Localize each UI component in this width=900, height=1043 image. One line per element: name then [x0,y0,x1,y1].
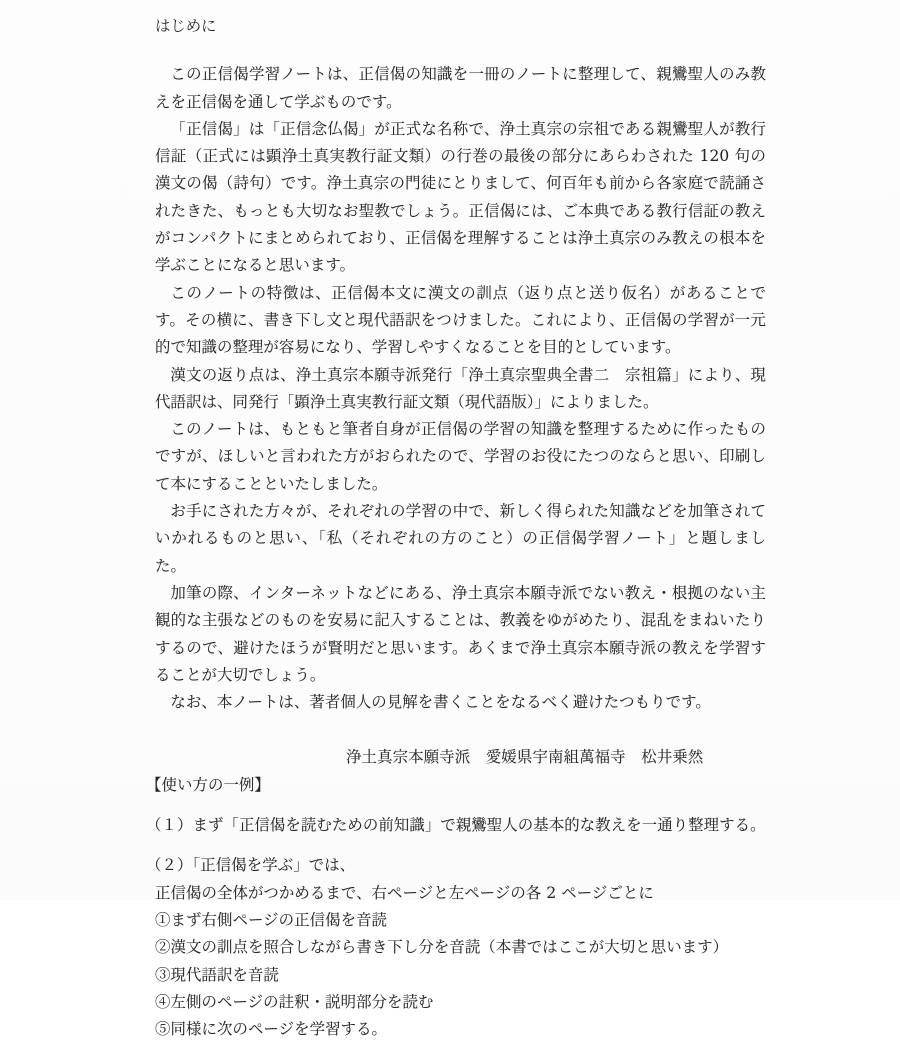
author-signature: 浄土真宗本願寺派 愛媛県宇南組萬福寺 松井乗然 [346,748,704,767]
usage-step-5: ⑤同様に次のページを学習する。 [155,1020,388,1039]
page-title: はじめに [155,17,217,35]
usage-step-3: ③現代語訳を音読 [155,965,279,984]
body-paragraphs [146,61,766,716]
paragraph-5: このノートは、もともと筆者自身が正信偈の学習の知識を整理するために作ったものですが、ほしいと言われた方がおられたので、学習のお役にたつのならと思い、印刷して本にすることといたしました。 [155,420,766,493]
usage-step-2: ②漢文の訓点を照合しながら書き下し分を音読（本書ではここが大切と思います） [155,938,729,957]
usage-section-heading: 【使い方の一例】 [146,775,270,794]
paragraph-2: 「正信偈」は「正信念仏偈」が正式な名称で、浄土真宗の宗祖である親鸞聖人が教行信証（正式には顕浄土真実教行証文類）の行巻の最後の部分にあらわされた 120 句の漢文の偈（詩句）です。浄土真宗の門徒にとりまして、何百年も前から各家庭で読誦されたきた、もっとも大切なお聖教でしょう。正信偈には、ご本典である教行信証の教えがコンパクトにまとめられており、正信偈を理解することは浄土真宗のみ教えの根本を学ぶことになると思います。 [155,119,766,275]
usage-item-2: （２）「正信偈を学ぶ」では、 [146,856,356,875]
paragraph-7: 加筆の際、インターネットなどにある、浄土真宗本願寺派でない教え・根拠のない主観的な主張などのものを安易に記入することは、教義をゆがめたり、混乱をまねいたりするので、避けたほうが賢明だと思います。あくまで浄土真宗本願寺派の教えを学習することが大切でしょう。 [155,583,766,684]
signature-gap [146,716,766,744]
heading-gap [146,40,766,61]
usage-gap-2 [146,839,766,852]
usage-gap-1 [146,799,766,812]
usage-item-2-lead: 正信偈の全体がつかめるまで、右ページと左ページの各 2 ページごとに [155,883,654,902]
paragraph-8: なお、本ノートは、著者個人の見解を書くことをなるべく避けたつもりです。 [170,693,711,712]
paragraph-3: このノートの特徴は、正信偈本文に漢文の訓点（返り点と送り仮名）があることです。その横に、書き下し文と現代語訳をつけました。これにより、正信偈の学習が一元的で知識の整理が容易になり、学習しやすくなることを目的としています。 [155,283,766,357]
usage-step-4: ④左側のページの註釈・説明部分を読む [155,992,434,1011]
document-content [146,0,766,1043]
paragraph-4: 漢文の返り点は、浄土真宗本願寺派発行「浄土真宗聖典全書二 宗祖篇」により、現代語訳は、同発行「顕浄土真実教行証文類（現代語版）」によりました。 [155,365,766,411]
paragraph-6: お手にされた方々が、それぞれの学習の中で、新しく得られた知識などを加筆されていかれるものと思い、「私（それぞれの方のこと）の正信偈学習ノート」と題しました。 [155,502,766,575]
usage-step-1: ①まず右側ページの正信偈を音読 [155,910,388,929]
top-spacer [146,0,766,13]
paragraph-1: この正信偈学習ノートは、正信偈の知識を一冊のノートに整理して、親鸞聖人のみ教えを正信偈を通して学ぶものです。 [155,65,766,111]
usage-item-1: （１）まず「正信偈を読むための前知識」で親鸞聖人の基本的な教えを一通り整理する。 [146,816,766,835]
